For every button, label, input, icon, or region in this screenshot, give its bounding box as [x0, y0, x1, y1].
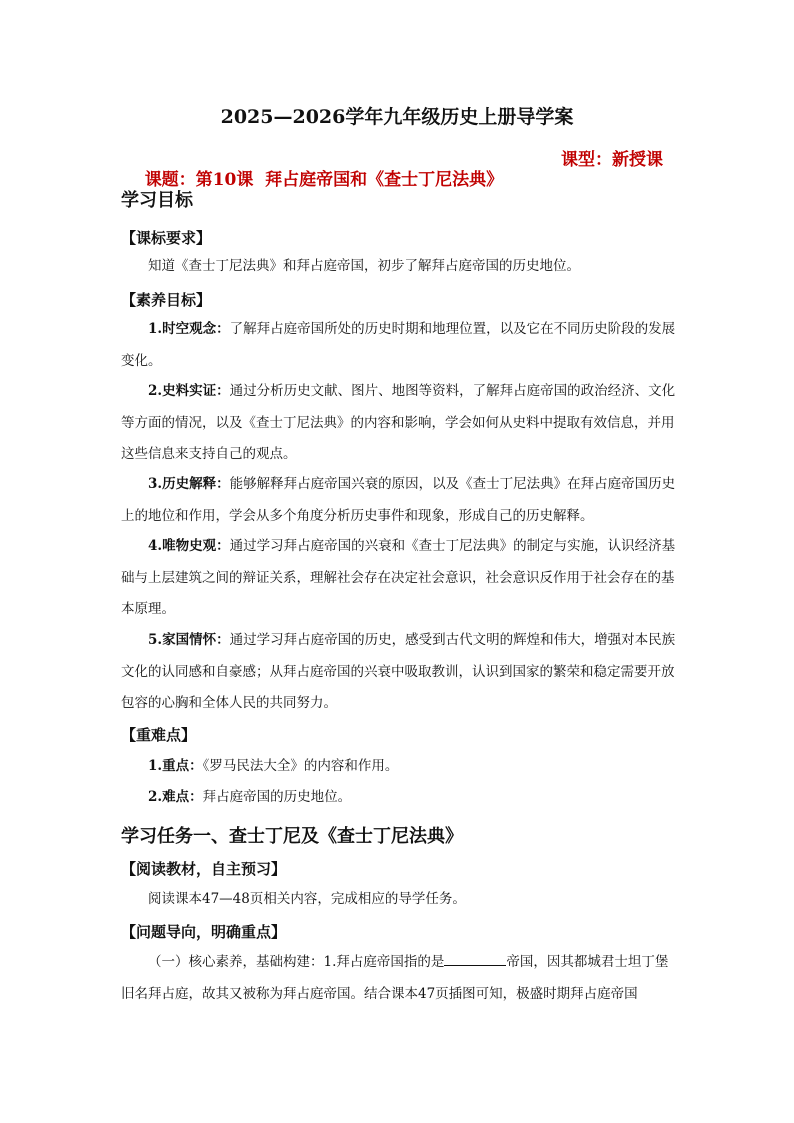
key-point-label: 1.重点：	[148, 758, 203, 774]
answer-blank[interactable]	[444, 951, 506, 966]
key-point-item	[121, 751, 677, 783]
key-points-heading: 【重难点】	[121, 726, 197, 744]
literacy-item	[121, 469, 677, 532]
key-point-text: 拜占庭帝国的历史地位。	[202, 789, 352, 805]
literacy-item-text: 通过学习拜占庭帝国的历史，感受到古代文明的辉煌和伟大，增强对本民族文化的认同感和自豪感；从拜占庭帝国的兴衰中吸取教训，认识到国家的繁荣和稳定需要开放包容的心胸和全体人民的共同努力。	[121, 632, 676, 711]
literacy-item-text: 了解拜占庭帝国所处的历史时期和地理位置，以及它在不同历史阶段的发展变化。	[121, 321, 676, 369]
course-topic: 课题：第10课 拜占庭帝国和《查士丁尼法典》	[144, 170, 504, 190]
literacy-item	[121, 531, 677, 626]
key-point-label: 2.难点：	[148, 789, 203, 805]
reading-heading: 【阅读教材，自主预习】	[121, 860, 287, 878]
literacy-item-label: 1.时空观念：	[148, 321, 230, 337]
literacy-heading: 【素养目标】	[121, 291, 212, 309]
questions-heading: 【问题导向，明确重点】	[121, 923, 287, 941]
literacy-item-label: 4.唯物史观：	[148, 538, 230, 554]
question-text-after: 帝国，因其都城君士坦丁堡旧名拜占庭，故其又被称为拜占庭帝国。结合课本47页插图可知，极盛时期拜占庭帝国	[121, 954, 669, 1002]
literacy-item-label: 2.史料实证：	[148, 383, 230, 399]
goals-heading: 学习目标	[121, 190, 193, 211]
literacy-item-label: 5.家国情怀：	[148, 632, 230, 648]
key-point-text: 《罗马民法大全》的内容和作用。	[202, 758, 399, 774]
literacy-item	[121, 376, 677, 471]
task1-heading: 学习任务一、查士丁尼及《查士丁尼法典》	[121, 826, 463, 847]
literacy-item-text: 通过学习拜占庭帝国的兴衰和《查士丁尼法典》的制定与实施，认识经济基础与上层建筑之间的辩证关系，理解社会存在决定社会意识，社会意识反作用于社会存在的基本原理。	[121, 538, 676, 617]
literacy-item-text: 能够解释拜占庭帝国兴衰的原因，以及《查士丁尼法典》在拜占庭帝国历史上的地位和作用，学会从多个角度分析历史事件和现象，形成自己的历史解释。	[121, 476, 676, 524]
course-type: 课型：新授课	[561, 150, 663, 170]
question-text-before: （一）核心素养，基础构建：1.拜占庭帝国指的是	[148, 954, 445, 970]
literacy-item	[121, 314, 677, 377]
literacy-item-text: 通过分析历史文献、图片、地图等资料，了解拜占庭帝国的政治经济、文化等方面的情况，以及《查士丁尼法典》的内容和影响，学会如何从史料中提取有效信息，并用这些信息来支持自己的观点。	[121, 383, 676, 462]
key-point-item	[121, 782, 677, 814]
curriculum-text: 知道《查士丁尼法典》和拜占庭帝国，初步了解拜占庭帝国的历史地位。	[148, 258, 580, 274]
reading-text: 阅读课本47—48页相关内容，完成相应的导学任务。	[148, 891, 466, 907]
literacy-item-label: 3.历史解释：	[148, 476, 230, 492]
question-paragraph	[121, 947, 677, 1010]
curriculum-heading: 【课标要求】	[121, 229, 212, 247]
document-title: 2025—2026学年九年级历史上册导学案	[220, 106, 574, 128]
literacy-item	[121, 625, 677, 720]
